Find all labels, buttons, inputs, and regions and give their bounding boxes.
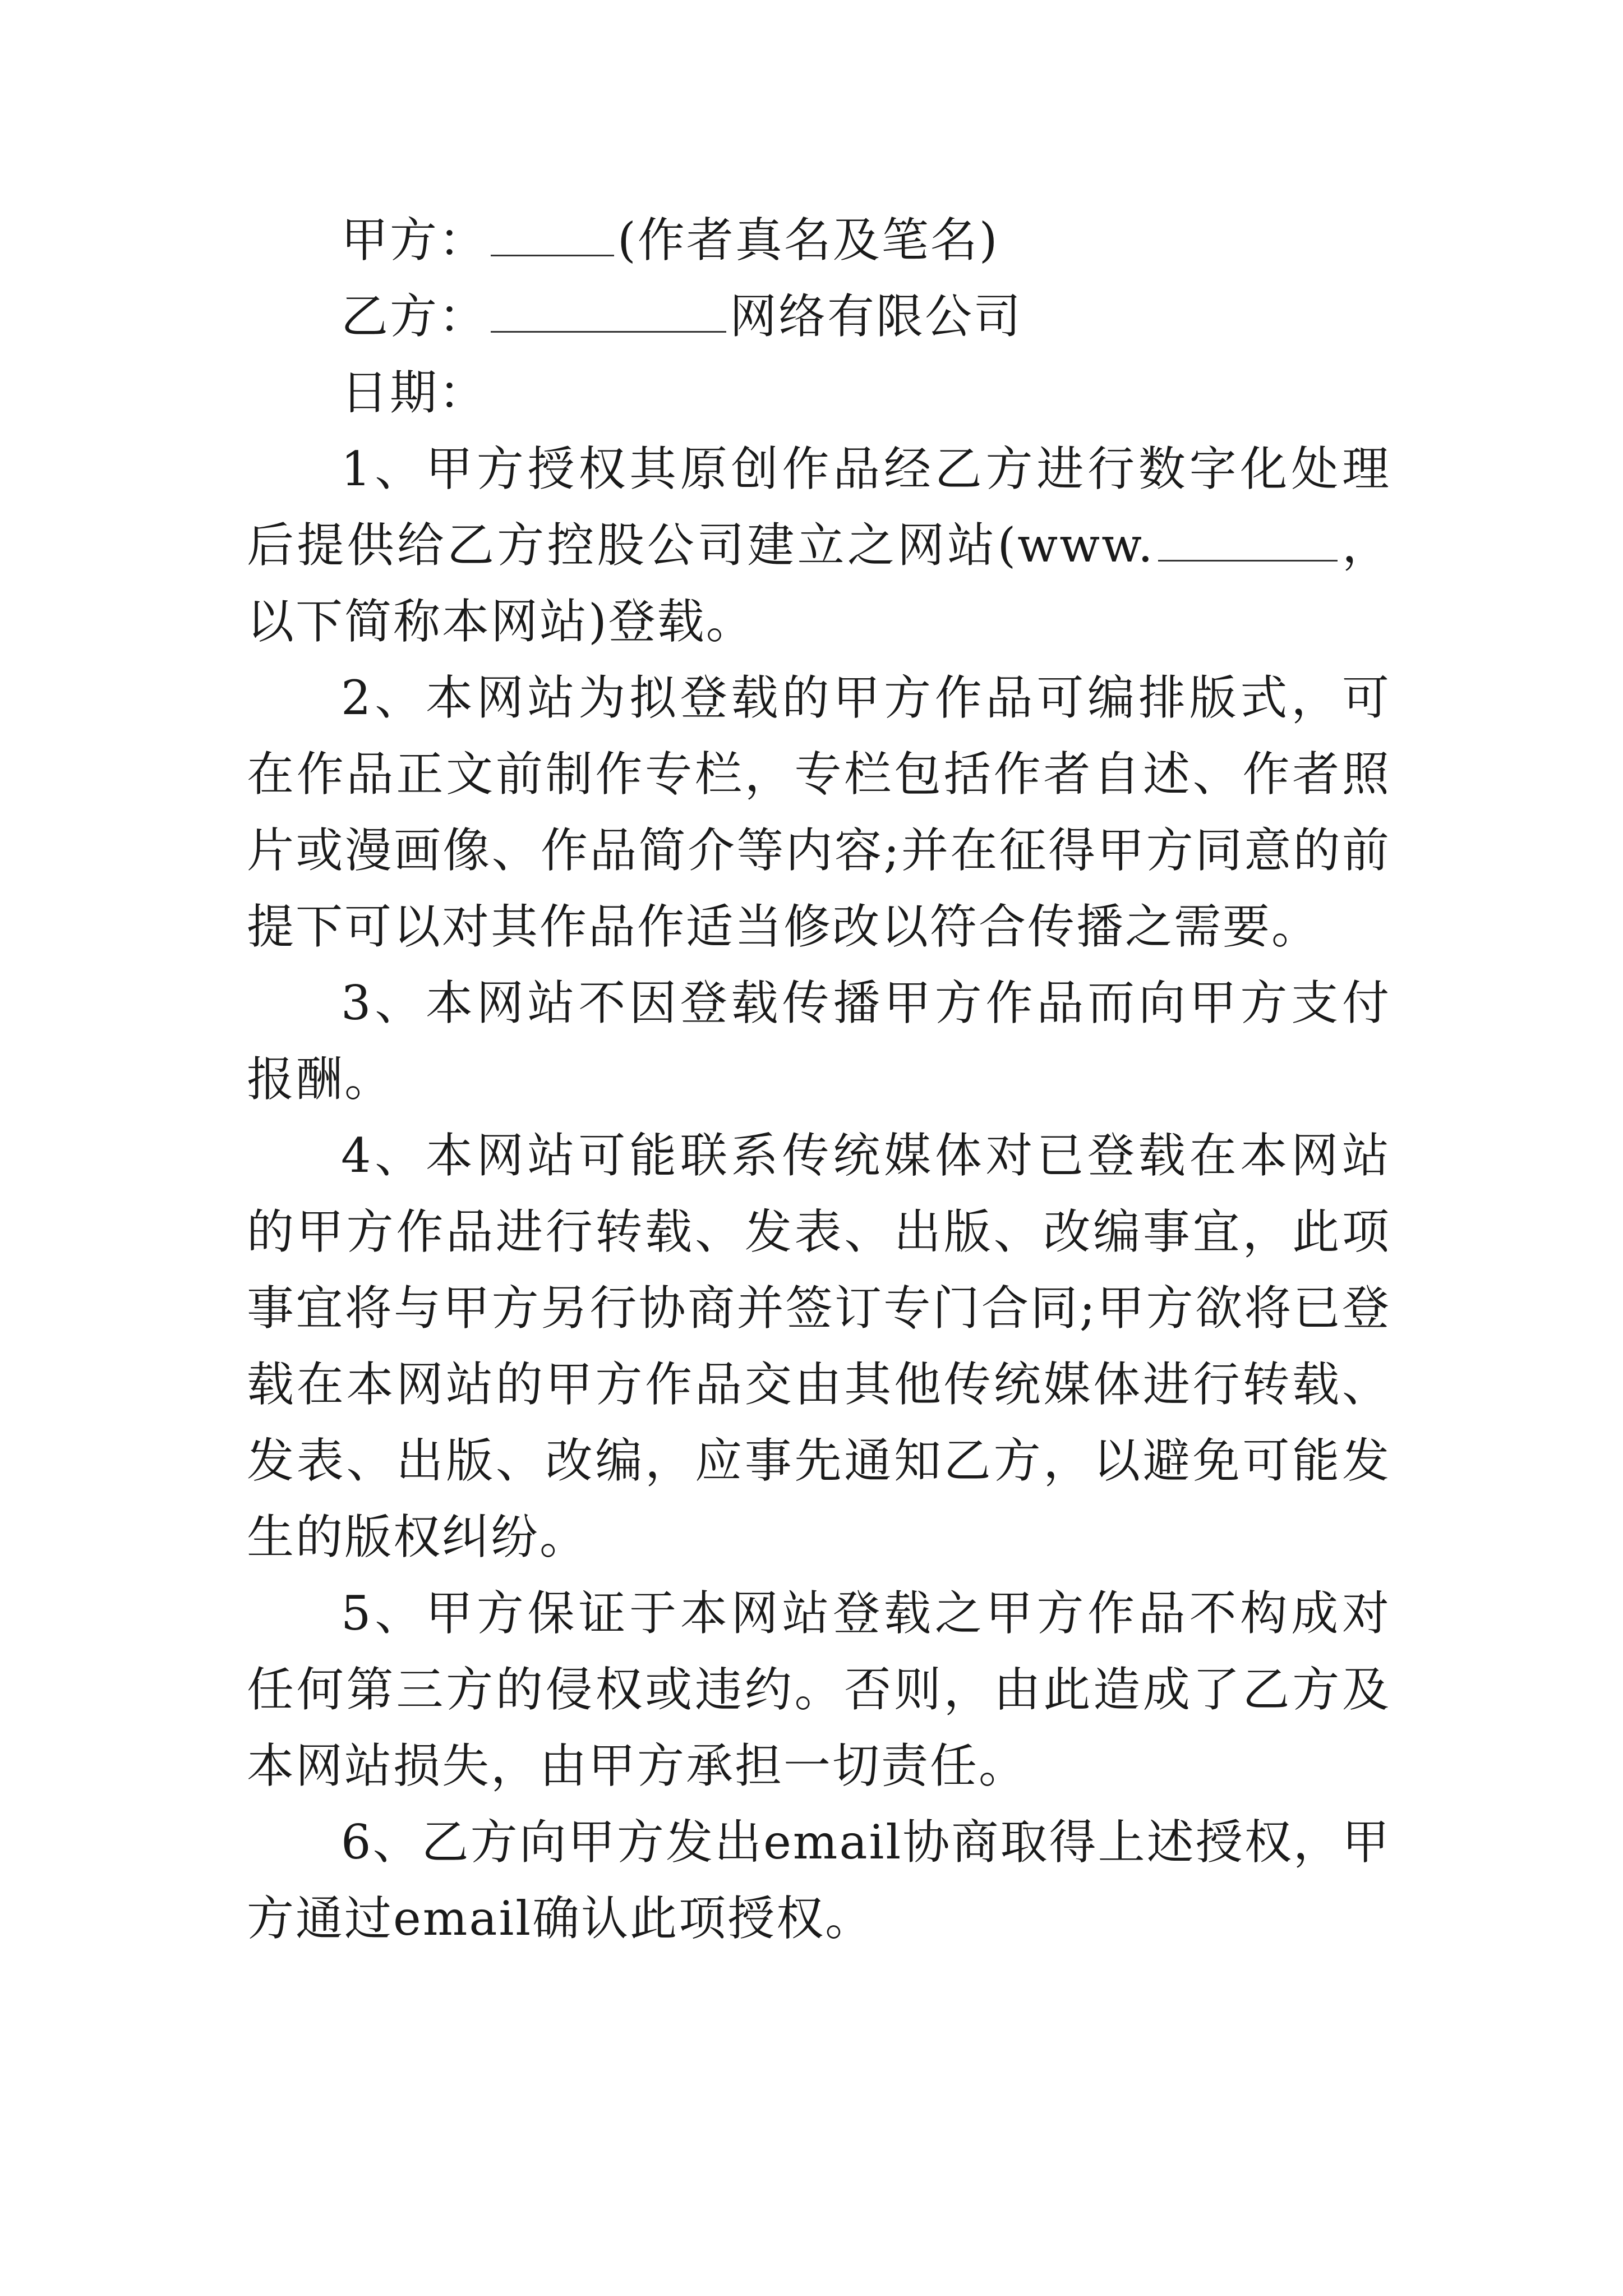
clause-2: 2、本网站为拟登载的甲方作品可编排版式，可在作品正文前制作专栏，专栏包括作者自述、作者照片或漫画像、作品简介等内容;并在征得甲方同意的前提下可以对其作品作适当修改以符合传播之需要。 xyxy=(247,670,1391,954)
clause-1-text-before: 1、甲方授权其原创作品经乙方进行数字化处理后提供给乙方控股公司建立之网站(www. xyxy=(247,441,1391,573)
clause-1-text-after: ，以下简称本网站)登载。 xyxy=(247,518,1391,649)
clause-1 xyxy=(247,431,1391,660)
website-url-blank xyxy=(1158,521,1338,562)
party-b-company-suffix: 网络有限公司 xyxy=(730,289,1023,344)
party-b-line xyxy=(247,278,1391,355)
party-a-label: 甲方： xyxy=(341,213,488,268)
party-b-name-blank xyxy=(491,292,726,333)
party-a-note: (作者真名及笔名) xyxy=(617,213,999,268)
date-line xyxy=(247,355,1391,431)
clause-3: 3、本网站不因登载传播甲方作品而向甲方支付报酬。 xyxy=(247,976,1391,1107)
clause-6: 6、乙方向甲方发出email协商取得上述授权，甲方通过email确认此项授权。 xyxy=(247,1815,1391,1946)
clause-5: 5、甲方保证于本网站登载之甲方作品不构成对任何第三方的侵权或违约。否则，由此造成了乙方及本网站损失，由甲方承担一切责任。 xyxy=(247,1586,1391,1793)
party-a-name-blank xyxy=(491,215,614,256)
party-b-label: 乙方： xyxy=(341,289,488,344)
document-body xyxy=(247,202,1391,1957)
clause-4: 4、本网站可能联系传统媒体对已登载在本网站的甲方作品进行转载、发表、出版、改编事宜，此项事宜将与甲方另行协商并签订专门合同;甲方欲将已登载在本网站的甲方作品交由其他传统媒体进行转载、发表、出版、改编，应事先通知乙方，以避免可能发生的版权纠纷。 xyxy=(247,1128,1391,1565)
party-a-line xyxy=(247,202,1391,278)
date-label: 日期： xyxy=(341,365,488,420)
